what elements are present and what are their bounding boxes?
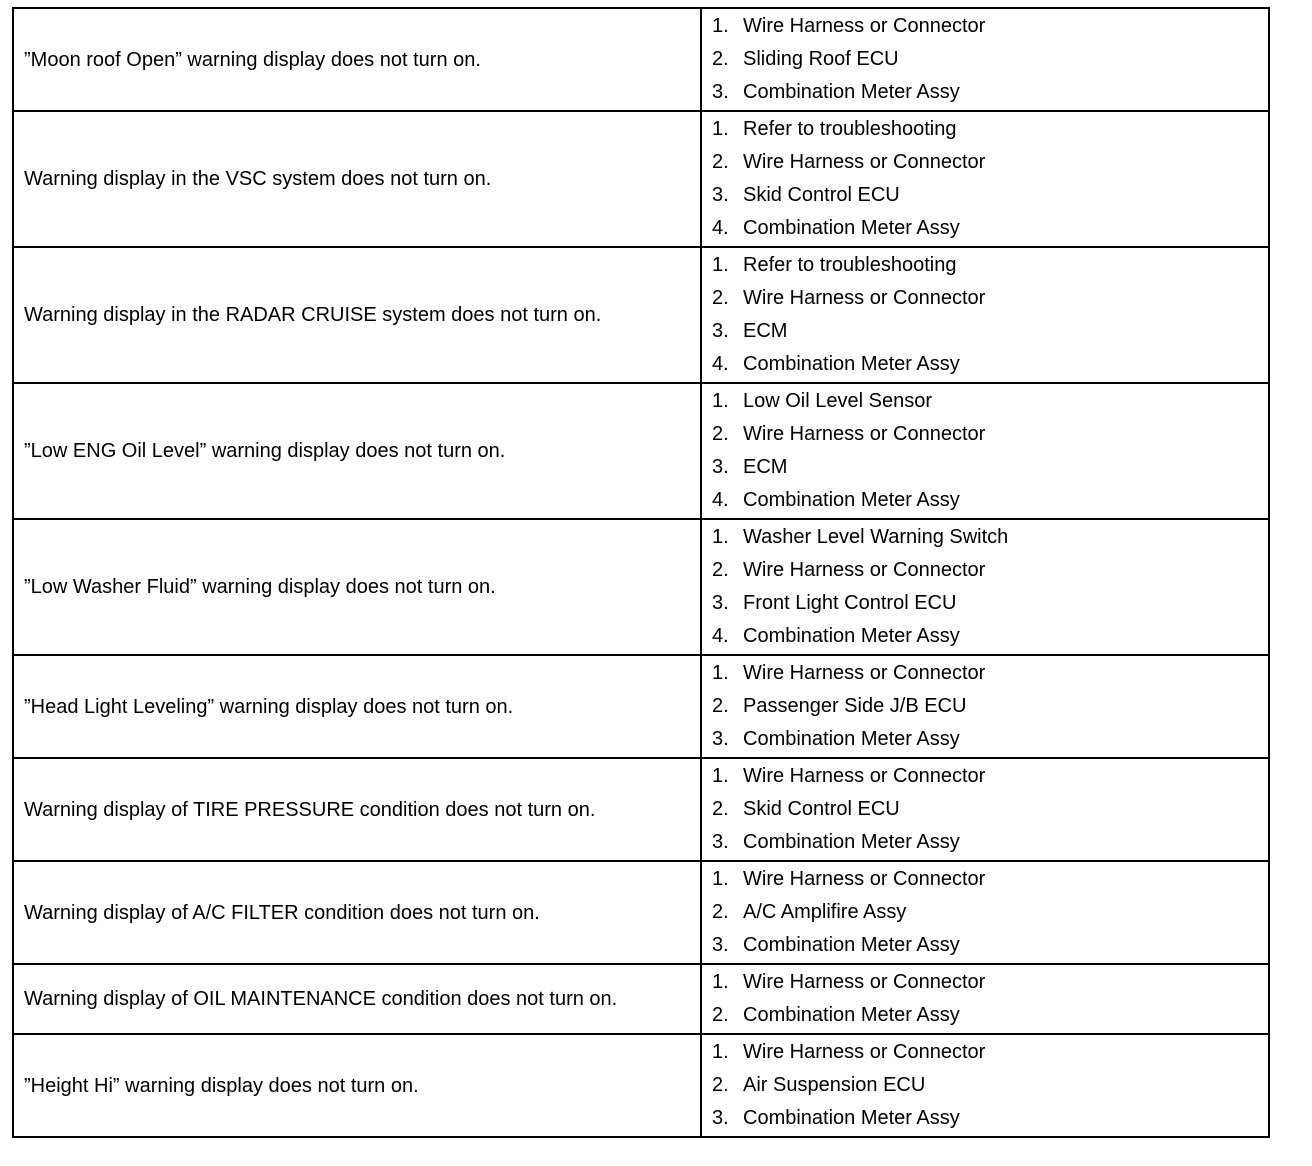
symptom-cell xyxy=(13,964,701,1034)
table-row xyxy=(13,519,1269,655)
item-number: 3. xyxy=(712,831,729,853)
list-item xyxy=(712,863,1268,896)
item-label: Combination Meter Assy xyxy=(743,1107,960,1129)
item-number: 1. xyxy=(712,868,729,890)
symptom-text: ”Moon roof Open” warning display does not turn on. xyxy=(24,48,481,71)
symptom-text: Warning display in the RADAR CRUISE system does not turn on. xyxy=(24,304,602,326)
item-label: ECM xyxy=(743,456,788,478)
list-item xyxy=(712,723,1268,756)
list-item xyxy=(712,113,1268,146)
item-number: 2. xyxy=(712,423,729,445)
item-number: 1. xyxy=(712,15,729,37)
item-label: Refer to troubleshooting xyxy=(743,254,957,276)
list-item xyxy=(712,212,1268,245)
list-item xyxy=(712,554,1268,587)
item-label: Front Light Control ECU xyxy=(743,592,957,614)
suspected-area-list xyxy=(712,112,1268,246)
symptom-cell xyxy=(13,247,701,383)
symptom-text: Warning display of TIRE PRESSURE condition does not turn on. xyxy=(24,798,596,821)
item-label: Wire Harness or Connector xyxy=(743,423,986,445)
suspected-area-cell xyxy=(701,247,1269,383)
item-number: 2. xyxy=(712,48,729,70)
item-number: 3. xyxy=(712,81,729,103)
symptom-text: ”Low Washer Fluid” warning display does not turn on. xyxy=(24,576,496,598)
item-number: 2. xyxy=(712,798,729,820)
item-number: 3. xyxy=(712,320,729,342)
list-item xyxy=(712,385,1268,418)
symptom-cell xyxy=(13,111,701,247)
item-number: 2. xyxy=(712,287,729,309)
item-label: Wire Harness or Connector xyxy=(743,15,986,37)
item-number: 3. xyxy=(712,1107,729,1129)
symptom-table-body xyxy=(13,8,1269,1137)
list-item xyxy=(712,315,1268,348)
symptom-text: ”Head Light Leveling” warning display does not turn on. xyxy=(24,695,514,718)
suspected-area-list xyxy=(712,759,1268,860)
suspected-area-cell xyxy=(701,655,1269,758)
suspected-area-list xyxy=(712,862,1268,963)
item-number: 1. xyxy=(712,662,729,684)
list-item xyxy=(712,249,1268,282)
suspected-area-list xyxy=(712,248,1268,382)
item-label: Combination Meter Assy xyxy=(743,831,960,853)
symptom-cell xyxy=(13,383,701,519)
item-label: Combination Meter Assy xyxy=(743,217,960,239)
list-item xyxy=(712,690,1268,723)
item-label: A/C Amplifire Assy xyxy=(743,901,907,923)
item-number: 3. xyxy=(712,728,729,750)
symptom-cell xyxy=(13,758,701,861)
item-number: 1. xyxy=(712,526,729,548)
table-row xyxy=(13,861,1269,964)
list-item xyxy=(712,760,1268,793)
item-label: Washer Level Warning Switch xyxy=(743,526,1009,548)
symptom-cell xyxy=(13,861,701,964)
symptom-cell xyxy=(13,8,701,111)
symptom-cell xyxy=(13,519,701,655)
table-row xyxy=(13,655,1269,758)
table-row xyxy=(13,1034,1269,1137)
table-row xyxy=(13,964,1269,1034)
table-row xyxy=(13,111,1269,247)
symptom-text: Warning display in the VSC system does not turn on. xyxy=(24,168,492,190)
suspected-area-list xyxy=(712,520,1268,654)
item-number: 4. xyxy=(712,489,729,511)
table-row xyxy=(13,247,1269,383)
list-item xyxy=(712,1036,1268,1069)
item-label: Wire Harness or Connector xyxy=(743,151,986,173)
item-label: Wire Harness or Connector xyxy=(743,559,986,581)
list-item xyxy=(712,999,1268,1032)
item-label: Combination Meter Assy xyxy=(743,625,960,647)
list-item xyxy=(712,929,1268,962)
symptom-cell xyxy=(13,1034,701,1137)
symptom-cell xyxy=(13,655,701,758)
suspected-area-list xyxy=(712,1035,1268,1136)
symptom-text: Warning display of OIL MAINTENANCE condition does not turn on. xyxy=(24,988,618,1010)
item-label: Skid Control ECU xyxy=(743,798,900,820)
item-number: 1. xyxy=(712,254,729,276)
item-label: Skid Control ECU xyxy=(743,184,900,206)
item-label: Low Oil Level Sensor xyxy=(743,390,932,412)
list-item xyxy=(712,1069,1268,1102)
list-item xyxy=(712,793,1268,826)
suspected-area-cell xyxy=(701,861,1269,964)
item-number: 3. xyxy=(712,456,729,478)
item-label: Refer to troubleshooting xyxy=(743,118,957,140)
item-label: Wire Harness or Connector xyxy=(743,287,986,309)
troubleshooting-sheet xyxy=(12,7,1270,1138)
suspected-area-cell xyxy=(701,758,1269,861)
item-label: Wire Harness or Connector xyxy=(743,868,986,890)
item-label: Sliding Roof ECU xyxy=(743,48,899,70)
list-item xyxy=(712,348,1268,381)
suspected-area-cell xyxy=(701,8,1269,111)
item-label: Combination Meter Assy xyxy=(743,489,960,511)
item-number: 1. xyxy=(712,1041,729,1063)
list-item xyxy=(712,418,1268,451)
item-number: 2. xyxy=(712,1074,729,1096)
item-label: Combination Meter Assy xyxy=(743,934,960,956)
suspected-area-cell xyxy=(701,964,1269,1034)
item-number: 2. xyxy=(712,151,729,173)
item-label: Wire Harness or Connector xyxy=(743,662,986,684)
suspected-area-cell xyxy=(701,1034,1269,1137)
suspected-area-list xyxy=(712,9,1268,110)
item-label: Combination Meter Assy xyxy=(743,81,960,103)
item-number: 4. xyxy=(712,353,729,375)
item-label: Combination Meter Assy xyxy=(743,1004,960,1026)
item-number: 3. xyxy=(712,592,729,614)
item-label: Wire Harness or Connector xyxy=(743,1041,986,1063)
list-item xyxy=(712,657,1268,690)
list-item xyxy=(712,587,1268,620)
item-number: 4. xyxy=(712,625,729,647)
suspected-area-cell xyxy=(701,519,1269,655)
item-number: 2. xyxy=(712,901,729,923)
item-label: Air Suspension ECU xyxy=(743,1074,926,1096)
item-number: 2. xyxy=(712,1004,729,1026)
suspected-area-cell xyxy=(701,383,1269,519)
list-item xyxy=(712,43,1268,76)
table-row xyxy=(13,8,1269,111)
list-item xyxy=(712,620,1268,653)
symptom-text: ”Height Hi” warning display does not turn on. xyxy=(24,1074,419,1097)
list-item xyxy=(712,826,1268,859)
item-number: 2. xyxy=(712,695,729,717)
list-item xyxy=(712,10,1268,43)
symptom-text: ”Low ENG Oil Level” warning display does not turn on. xyxy=(24,440,506,462)
suspected-area-cell xyxy=(701,111,1269,247)
list-item xyxy=(712,521,1268,554)
list-item xyxy=(712,1102,1268,1135)
symptom-table xyxy=(12,7,1270,1138)
item-label: Wire Harness or Connector xyxy=(743,971,986,993)
table-row xyxy=(13,758,1269,861)
item-number: 1. xyxy=(712,390,729,412)
item-number: 3. xyxy=(712,934,729,956)
item-label: ECM xyxy=(743,320,788,342)
list-item xyxy=(712,484,1268,517)
item-number: 1. xyxy=(712,118,729,140)
item-number: 2. xyxy=(712,559,729,581)
list-item xyxy=(712,451,1268,484)
list-item xyxy=(712,896,1268,929)
item-number: 4. xyxy=(712,217,729,239)
list-item xyxy=(712,282,1268,315)
item-number: 1. xyxy=(712,971,729,993)
list-item xyxy=(712,966,1268,999)
item-label: Combination Meter Assy xyxy=(743,353,960,375)
list-item xyxy=(712,76,1268,109)
item-number: 1. xyxy=(712,765,729,787)
list-item xyxy=(712,179,1268,212)
item-number: 3. xyxy=(712,184,729,206)
suspected-area-list xyxy=(712,384,1268,518)
list-item xyxy=(712,146,1268,179)
symptom-text: Warning display of A/C FILTER condition does not turn on. xyxy=(24,901,540,924)
item-label: Combination Meter Assy xyxy=(743,728,960,750)
item-label: Passenger Side J/B ECU xyxy=(743,695,967,717)
suspected-area-list xyxy=(712,656,1268,757)
item-label: Wire Harness or Connector xyxy=(743,765,986,787)
table-row xyxy=(13,383,1269,519)
suspected-area-list xyxy=(712,965,1268,1033)
